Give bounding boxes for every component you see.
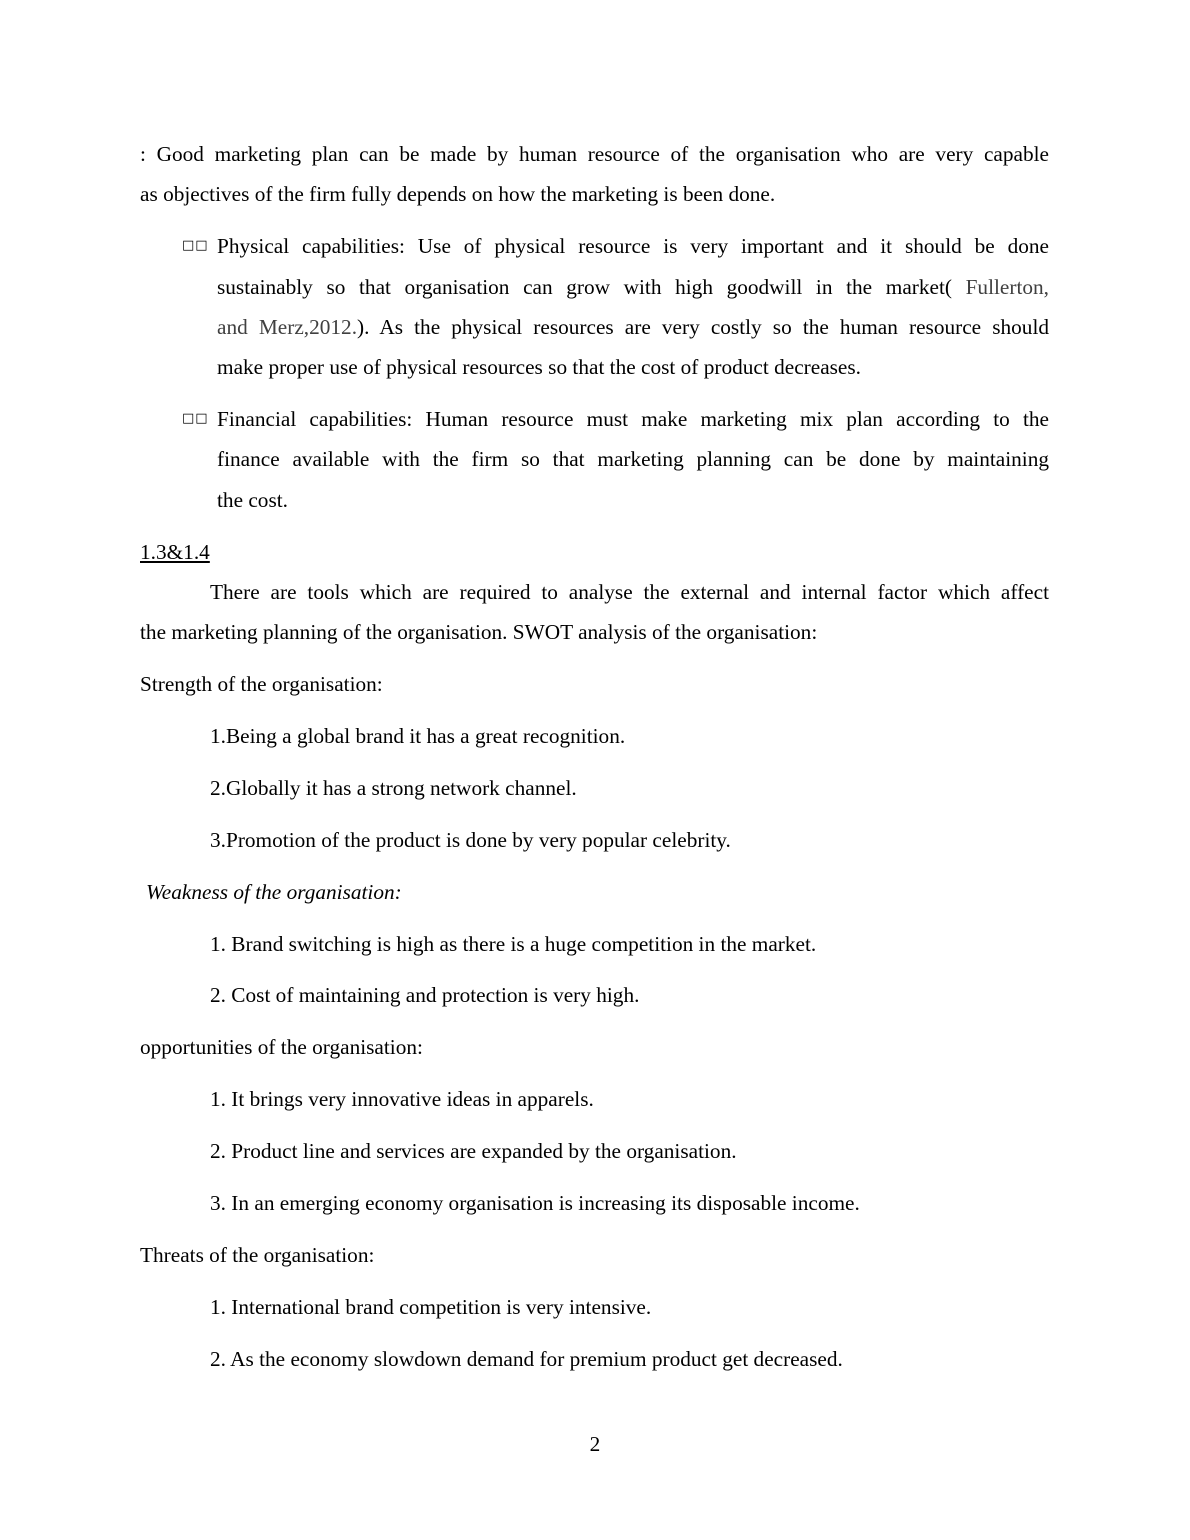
opportunities-title: opportunities of the organisation: — [140, 1035, 423, 1059]
strength-item: 1.Being a global brand it has a great recognition. — [210, 724, 626, 748]
weakness-item: 2. Cost of maintaining and protection is very high. — [210, 983, 640, 1007]
threats-item: 2. As the economy slowdown demand for premium product get decreased. — [210, 1347, 843, 1371]
section-intro-line-1: There are tools which are required to analyse the external and internal factor which affect — [210, 580, 1049, 604]
strength-title: Strength of the organisation: — [140, 672, 383, 696]
bullet-text-line: Financial capabilities: Human resource must make marketing mix plan according to the — [217, 407, 1049, 431]
section-heading: 1.3&1.4 — [140, 540, 210, 564]
threats-item: 1. International brand competition is very intensive. — [210, 1295, 652, 1319]
intro-line-2: as objectives of the firm fully depends on how the marketing is been done. — [140, 182, 776, 206]
weakness-title: Weakness of the organisation: — [146, 880, 402, 904]
bullet-text-line: the cost. — [217, 488, 288, 512]
bullet-text-line — [217, 274, 1049, 300]
bullet-text-line: make proper use of physical resources so that the cost of product decreases. — [217, 355, 862, 379]
intro-line-1: : Good marketing plan can be made by human resource of the organisation who are very capable — [140, 142, 1049, 166]
bullet-text: sustainably so that organisation can grow with high goodwill in the market( — [217, 275, 952, 299]
section-intro-line-2: the marketing planning of the organisation. SWOT analysis of the organisation: — [140, 620, 818, 644]
citation-merz: and Merz,2012. — [217, 315, 358, 339]
citation-fullerton: Fullerton, — [951, 275, 1049, 299]
strength-item: 2.Globally it has a strong network channel. — [210, 776, 577, 800]
bullet-marker-icon: □□ — [182, 411, 209, 426]
bullet-text-line: finance available with the firm so that marketing planning can be done by maintaining — [217, 447, 1049, 471]
weakness-item: 1. Brand switching is high as there is a huge competition in the market. — [210, 932, 817, 956]
opportunities-item: 1. It brings very innovative ideas in apparels. — [210, 1087, 594, 1111]
threats-title: Threats of the organisation: — [140, 1243, 375, 1267]
strength-item: 3.Promotion of the product is done by very popular celebrity. — [210, 828, 731, 852]
bullet-text-line — [217, 314, 1049, 340]
bullet-text: ). As the physical resources are very costly so the human resource should — [357, 315, 1050, 339]
opportunities-item: 2. Product line and services are expanded by the organisation. — [210, 1139, 737, 1163]
bullet-text-line: Physical capabilities: Use of physical resource is very important and it should be done — [217, 234, 1049, 258]
page-number: 2 — [589, 1432, 601, 1456]
bullet-marker-icon: □□ — [182, 238, 209, 253]
opportunities-item: 3. In an emerging economy organisation is increasing its disposable income. — [210, 1191, 860, 1215]
